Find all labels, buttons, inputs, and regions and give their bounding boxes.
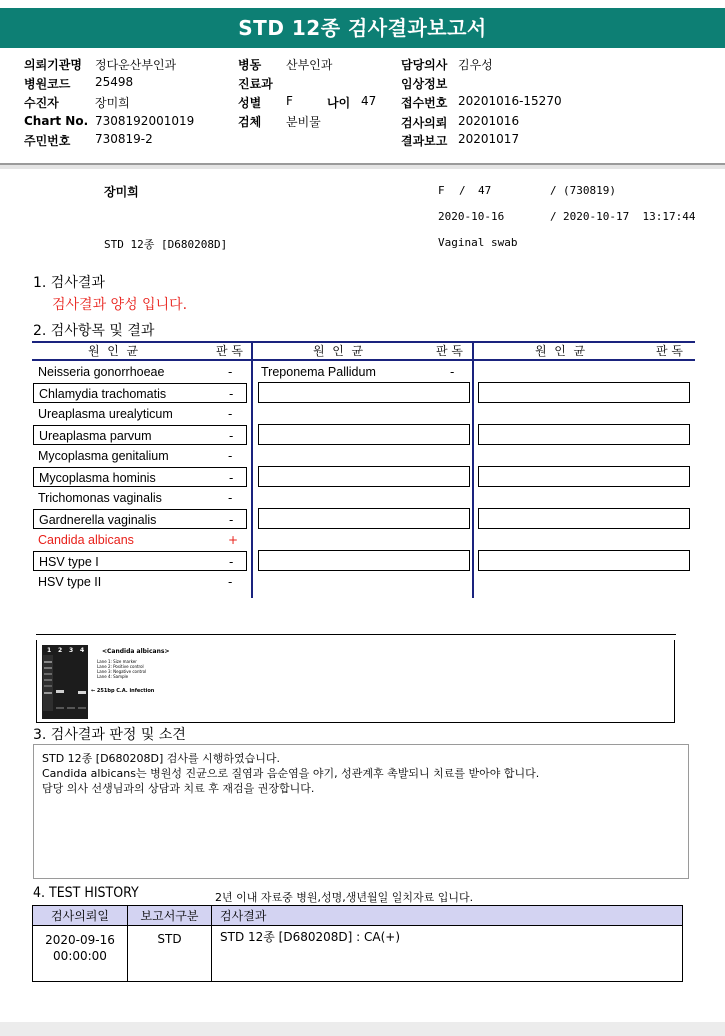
organism-result: + — [228, 533, 239, 547]
gel-lane-label-2: 2 — [58, 647, 63, 654]
opinion-line-1: STD 12종 [D680208D] 검사를 시행하였습니다. — [42, 752, 281, 765]
organism-name: Gardnerella vaginalis — [39, 513, 157, 527]
info-value-sex: F — [286, 94, 293, 108]
info-label-patient: 수진자 — [24, 96, 59, 110]
info-label-request-date: 검사의뢰 — [401, 116, 448, 130]
history-type: STD — [128, 926, 212, 982]
overall-result: 검사결과 양성 입니다. — [52, 297, 188, 313]
organism-name: HSV type II — [38, 575, 102, 589]
empty-result-box — [258, 550, 470, 571]
info-value-age: 47 — [361, 94, 377, 108]
empty-result-box — [258, 508, 470, 529]
patient-name: 장미희 — [104, 185, 139, 199]
organism-result: - — [229, 429, 234, 443]
patient-collect-date: 2020-10-16 — [438, 210, 505, 223]
history-header-result: 검사결과 — [212, 906, 683, 926]
history-header-date: 검사의뢰일 — [33, 906, 128, 926]
info-label-institution: 의뢰기관명 — [24, 58, 82, 72]
organism-name: Candida albicans — [38, 533, 134, 547]
result-row — [33, 467, 247, 487]
organism-name: Treponema Pallidum — [261, 365, 376, 379]
results-grid-header-line — [32, 359, 695, 361]
test-code: STD 12종 [D680208D] — [104, 238, 228, 251]
footer-bar — [0, 1022, 725, 1036]
info-label-resident-no: 주민번호 — [24, 134, 71, 148]
info-label-ward: 병동 — [238, 58, 262, 72]
info-value-resident-no: 730819-2 — [95, 132, 153, 146]
patient-sex: F — [438, 184, 445, 197]
patient-slash-2: / — [550, 184, 557, 197]
patient-report-datetime: 2020-10-17 13:17:44 — [563, 210, 696, 223]
history-row — [33, 926, 683, 982]
empty-result-box — [478, 550, 690, 571]
info-value-hospital-code: 25498 — [95, 75, 134, 89]
history-result: STD 12종 [D680208D] : CA(+) — [212, 926, 683, 982]
gel-section-top-line — [36, 634, 676, 635]
grid-column-separator-1 — [251, 341, 253, 598]
info-value-doctor: 김우성 — [458, 58, 493, 72]
info-label-clinical-info: 임상정보 — [401, 77, 448, 91]
info-label-specimen: 검체 — [238, 115, 262, 129]
info-label-age: 나이 — [327, 96, 351, 110]
patient-age: 47 — [478, 184, 492, 197]
organism-name: Chlamydia trachomatis — [39, 387, 167, 401]
info-value-chart-no: 7308192001019 — [95, 114, 195, 128]
grid-header-result-1: 판 독 — [216, 344, 243, 358]
result-row — [33, 572, 247, 592]
result-row — [33, 488, 247, 508]
gel-legend-3: Lane 3: Negative control — [97, 669, 147, 674]
info-divider-shadow — [0, 165, 725, 169]
organism-name: Mycoplasma hominis — [39, 471, 156, 485]
grid-header-result-3: 판 독 — [656, 344, 683, 358]
result-row — [33, 404, 247, 424]
empty-result-box — [478, 466, 690, 487]
history-time: 00:00:00 — [53, 949, 107, 963]
info-label-sex: 성별 — [238, 96, 262, 110]
organism-name: Ureaplasma parvum — [39, 429, 152, 443]
gel-legend-1: Lane 1: Size marker — [97, 659, 137, 664]
gel-annotation: ← 251bp C.A. infection — [91, 688, 155, 694]
patient-slash-1: / — [459, 184, 466, 197]
grid-header-organism-1: 원 인 균 — [88, 344, 139, 358]
info-value-patient: 장미희 — [95, 96, 130, 110]
result-row — [33, 530, 247, 550]
gel-bands-graphic — [42, 645, 88, 719]
gel-legend-2: Lane 2: Positive control — [97, 664, 144, 669]
organism-result: - — [229, 555, 234, 569]
history-note: 2년 이내 자료중 병원,성명,생년월일 일치자료 입니다. — [215, 891, 474, 904]
result-row — [33, 446, 247, 466]
organism-result: - — [229, 471, 234, 485]
opinion-box — [33, 744, 689, 879]
history-header-type: 보고서구분 — [128, 906, 212, 926]
grid-column-separator-2 — [472, 341, 474, 598]
section-1-title: 1. 검사결과 — [33, 275, 105, 291]
patient-id: (730819) — [563, 184, 616, 197]
result-row — [33, 362, 247, 382]
result-row — [33, 425, 247, 445]
history-table — [32, 905, 683, 982]
empty-result-box — [478, 424, 690, 445]
section-2-title: 2. 검사항목 및 결과 — [33, 323, 155, 339]
history-date-cell — [33, 926, 128, 982]
grid-header-result-2: 판 독 — [436, 344, 463, 358]
organism-result: - — [229, 387, 234, 401]
report-title: STD 12종 검사결과보고서 — [0, 8, 725, 48]
gel-lane-label-1: 1 — [47, 647, 52, 654]
info-value-receipt-no: 20201016-15270 — [458, 94, 562, 108]
gel-legend-4: Lane 4: Sample — [97, 674, 129, 679]
section-4-title: 4. TEST HISTORY — [33, 885, 139, 901]
gel-lane-label-3: 3 — [69, 647, 74, 654]
info-value-specimen: 분비물 — [286, 115, 321, 129]
organism-name: Neisseria gonorrhoeae — [38, 365, 165, 379]
organism-name: Mycoplasma genitalium — [38, 449, 169, 463]
report-info-block — [0, 56, 725, 150]
info-label-chart-no: Chart No. — [24, 114, 89, 128]
specimen-type: Vaginal swab — [438, 236, 518, 249]
organism-result: - — [229, 513, 234, 527]
info-value-report-date: 20201017 — [458, 132, 520, 146]
empty-result-box — [258, 466, 470, 487]
info-value-ward: 산부인과 — [286, 58, 333, 72]
organism-result: - — [228, 449, 233, 463]
organism-result: - — [228, 491, 233, 505]
empty-result-box — [478, 382, 690, 403]
result-row-treponema — [256, 362, 468, 382]
gel-title: <Candida albicans> — [102, 648, 170, 655]
history-date: 2020-09-16 — [45, 933, 115, 947]
empty-result-box — [478, 508, 690, 529]
info-label-hospital-code: 병원코드 — [24, 77, 71, 91]
grid-header-organism-2: 원 인 균 — [313, 344, 364, 358]
result-row — [33, 383, 247, 403]
organism-result: - — [228, 365, 233, 379]
organism-name: HSV type I — [39, 555, 99, 569]
info-label-receipt-no: 접수번호 — [401, 96, 448, 110]
empty-result-box — [258, 424, 470, 445]
gel-electrophoresis-image — [42, 645, 88, 719]
result-row — [33, 509, 247, 529]
organism-result: - — [228, 407, 233, 421]
grid-header-organism-3: 원 인 균 — [535, 344, 586, 358]
info-label-report-date: 결과보고 — [401, 134, 448, 148]
empty-result-box — [258, 382, 470, 403]
info-value-institution: 정다운산부인과 — [95, 58, 177, 72]
organism-result: - — [450, 365, 455, 379]
gel-lane-label-4: 4 — [80, 647, 85, 654]
organism-name: Trichomonas vaginalis — [38, 491, 162, 505]
history-header-row — [33, 906, 683, 926]
organism-result: - — [228, 575, 233, 589]
result-row — [33, 551, 247, 571]
opinion-line-3: 담당 의사 선생님과의 상담과 치료 후 재검을 권장합니다. — [42, 782, 315, 795]
section-3-title: 3. 검사결과 판정 및 소견 — [33, 727, 186, 743]
opinion-line-2: Candida albicans는 병원성 진균으로 질염과 음순염을 야기, 성관계후 촉발되니 치료를 받아야 합니다. — [42, 767, 540, 780]
info-label-department: 진료과 — [238, 77, 273, 91]
patient-slash-3: / — [550, 210, 557, 223]
organism-name: Ureaplasma urealyticum — [38, 407, 173, 421]
info-label-doctor: 담당의사 — [401, 58, 448, 72]
info-value-request-date: 20201016 — [458, 114, 520, 128]
